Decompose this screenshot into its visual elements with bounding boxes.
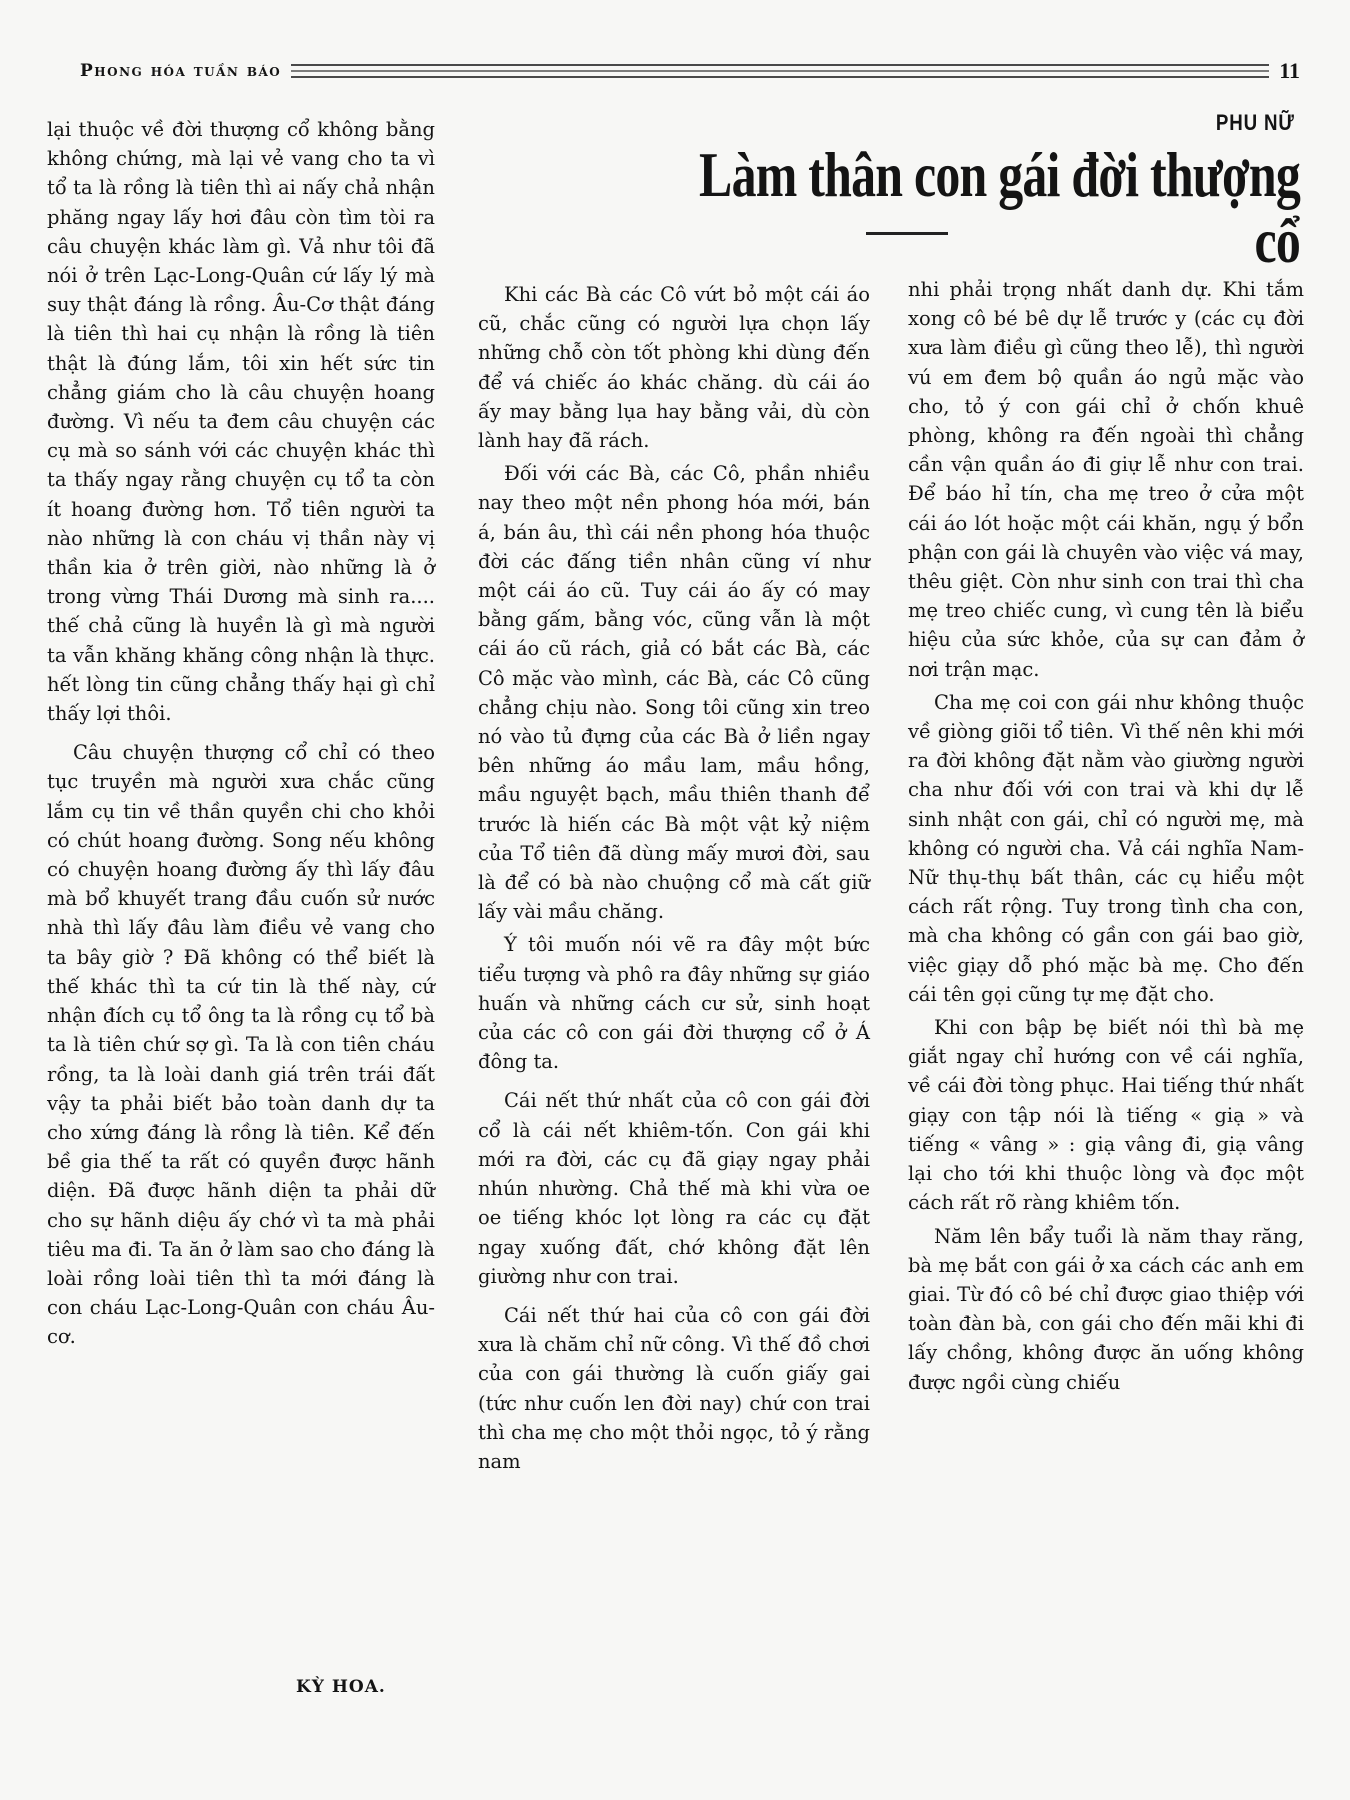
title-divider: [866, 232, 948, 235]
column-1: [47, 115, 435, 1356]
masthead: Phong hóa tuần báo: [80, 61, 282, 81]
header-rule: [291, 64, 1269, 78]
column-2: [478, 280, 870, 1480]
paragraph: Câu chuyện thượng cổ chỉ có theo tục truyền mà người xưa chắc cũng lắm cụ tin về thần quyền chi cho khỏi có chút hoang đường. Song nếu không có chuyện hoang đường ấy thì lấy đâu mà bổ khuyết trang đầu cuốn sử nước nhà thì lấy đâu làm điều vẻ vang cho ta bây giờ ? Đã không có thể biết là thế khác thì ta cứ tin là thế này, cứ nhận đích cụ tổ ông ta là rồng cụ tổ bà ta là tiên chứ sợ gì. Ta là con tiên cháu rồng, ta là loài danh giá trên trái đất vậy ta phải biết bảo toàn danh dự ta cho xứng đáng là rồng là tiên. Kể đến bề gia thế ta rất có quyền được hãnh diện. Đã được hãnh diện ta phải dữ cho sự hãnh diệu ấy chớ vì ta mà phải tiêu ma đi. Ta ăn ở làm sao cho đáng là loài rồng loài tiên thì ta mới đáng là con cháu Lạc-Long-Quân con cháu Âu-cơ.: [47, 741, 435, 1349]
paragraph: Cái nết thứ hai của cô con gái đời xưa là chăm chỉ nữ công. Vì thế đồ chơi của con gái thường là cuốn giấy gai (tức như cuốn len đời nay) chứ con trai thì cha mẹ cho một thỏi ngọc, tỏ ý rằng nam: [478, 1303, 870, 1473]
page-number: 11: [1279, 58, 1300, 83]
column-3: [908, 275, 1304, 1401]
paragraph: lại thuộc về đời thượng cổ không bằng không chứng, mà lại vẻ vang cho ta vì tổ ta là rồng là tiên thì ai nấy chả nhận phăng ngay lấy hơi đâu còn tìm tòi ra câu chuyện khác làm gì. Vả như tôi đã nói ở trên Lạc-Long-Quân cứ lấy lý mà suy thật đáng là rồng. Âu-Cơ thật đáng là tiên thì hai cụ nhận là rồng là tiên thật là đúng lắm, tôi xin hết sức tin chẳng giám cho là câu chuyện hoang đường. Vì nếu ta đem câu chuyện các cụ mà so sánh với các chuyện khác thì ta thấy ngay rằng chuyện cụ tổ ta còn ít hoang đường hơn. Tổ tiên người ta nào những là con cháu vị thần này vị thần kia ở trên giời, nào những là ở trong vừng Thái Dương mà sinh ra.... thế chả cũng là huyền là gì mà người ta vẫn khăng khăng công nhận là thực. hết lòng tin cũng chẳng thấy hại gì chỉ thấy lợi thôi.: [47, 118, 435, 726]
paragraph: Đối với các Bà, các Cô, phần nhiều nay theo một nền phong hóa mới, bán á, bán âu, thì cái nền phong hóa thuộc đời các đấng tiền nhân cũng ví như một cái áo cũ. Tuy cái áo ấy có may bằng gấm, bằng vóc, cũng vẫn là một cái áo cũ rách, giả có bắt các Bà, các Cô mặc vào mình, các Bà, các Cô cũng chẳng chịu nào. Song tôi cũng xin treo nó vào tủ đựng của các Bà ở liền ngay bên những áo mầu lam, mầu hồng, mầu nguyệt bạch, mầu thiên thanh để trước là hiến các Bà một vật kỷ niệm của Tổ tiên đã dùng mấy mươi đời, sau là để có bà nào chuộng cổ mà cất giữ lấy vài mầu chăng.: [478, 462, 870, 924]
paragraph: Khi con bập bẹ biết nói thì bà mẹ giắt ngay chỉ hướng con về cái nghĩa, về cái đời tòng phục. Hai tiếng thứ nhất giạy con tập nói là tiếng « giạ » và tiếng « vâng » : giạ vâng đi, giạ vâng lại cho tới khi thuộc lòng và đọc một cách rất rõ ràng khiêm tốn.: [908, 1016, 1304, 1215]
running-header: [80, 58, 1300, 84]
paragraph: Ý tôi muốn nói vẽ ra đây một bức tiểu tượng và phô ra đây những sự giáo huấn và những cách cư sử, sinh hoạt của các cô con gái đời thượng cổ ở Á đông ta.: [478, 933, 870, 1074]
paragraph: Cha mẹ coi con gái như không thuộc về giòng giõi tổ tiên. Vì thế nên khi mới ra đời không đặt nằm vào giường người cha như đối với con trai và khi dự lễ sinh nhật con gái, chỉ có người mẹ, mà không có người cha. Vả cái nghĩa Nam-Nữ thụ-thụ bất thân, các cụ hiểu một cách rất rộng. Tuy trong tình cha con, mà cha không có gần con gái bao giờ, việc giạy dỗ phó mặc bà mẹ. Cho đến cái tên gọi cũng tự mẹ đặt cho.: [908, 690, 1304, 1006]
paragraph: Cái nết thứ nhất của cô con gái đời cổ là cái nết khiêm-tốn. Con gái khi mới ra đời, các cụ đã giạy ngay phải nhún nhường. Chả thế mà khi vừa oe oe tiếng khóc lọt lòng ra các cụ đặt ngay xuống đất, chớ không đặt lên giường như con trai.: [478, 1089, 870, 1288]
article-title: Làm thân con gái đời thượng cổ: [699, 139, 1300, 276]
paragraph: nhi phải trọng nhất danh dự. Khi tắm xong cô bé bê dự lễ trước y (các cụ đời xưa làm điều gì cũng theo lễ), thì người vú em đem bộ quần áo ngủ mặc vào cho, tỏ ý con gái chỉ ở chốn khuê phòng, không ra đến ngoài thì chẳng cần vận quần áo đi giự lễ như con trai. Để báo hỉ tín, cha mẹ treo ở cửa một cái áo lót hoặc một cái khăn, ngụ ý bổn phận con gái là chuyên vào việc vá may, thêu giệt. Còn như sinh con trai thì cha mẹ treo chiếc cung, vì cung tên là biểu hiệu của sức khỏe, của sự can đảm ở nơi trận mạc.: [908, 278, 1304, 681]
byline: KỲ HOA.: [296, 1677, 386, 1697]
paragraph: Năm lên bẩy tuổi là năm thay răng, bà mẹ bắt con gái ở xa cách các anh em giai. Từ đó cô bé chỉ được giao thiệp với toàn đàn bà, con gái cho đến mãi khi đi lấy chồng, không được ăn uống không được ngồi cùng chiếu: [908, 1224, 1304, 1394]
section-label: PHU NỮ: [1216, 110, 1295, 135]
paragraph: Khi các Bà các Cô vứt bỏ một cái áo cũ, chắc cũng có người lựa chọn lấy những chỗ còn tốt phòng khi dùng đến để vá chiếc áo khác chăng. dù cái áo ấy may bằng lụa hay bằng vải, dù còn lành hay đã rách.: [478, 283, 870, 453]
